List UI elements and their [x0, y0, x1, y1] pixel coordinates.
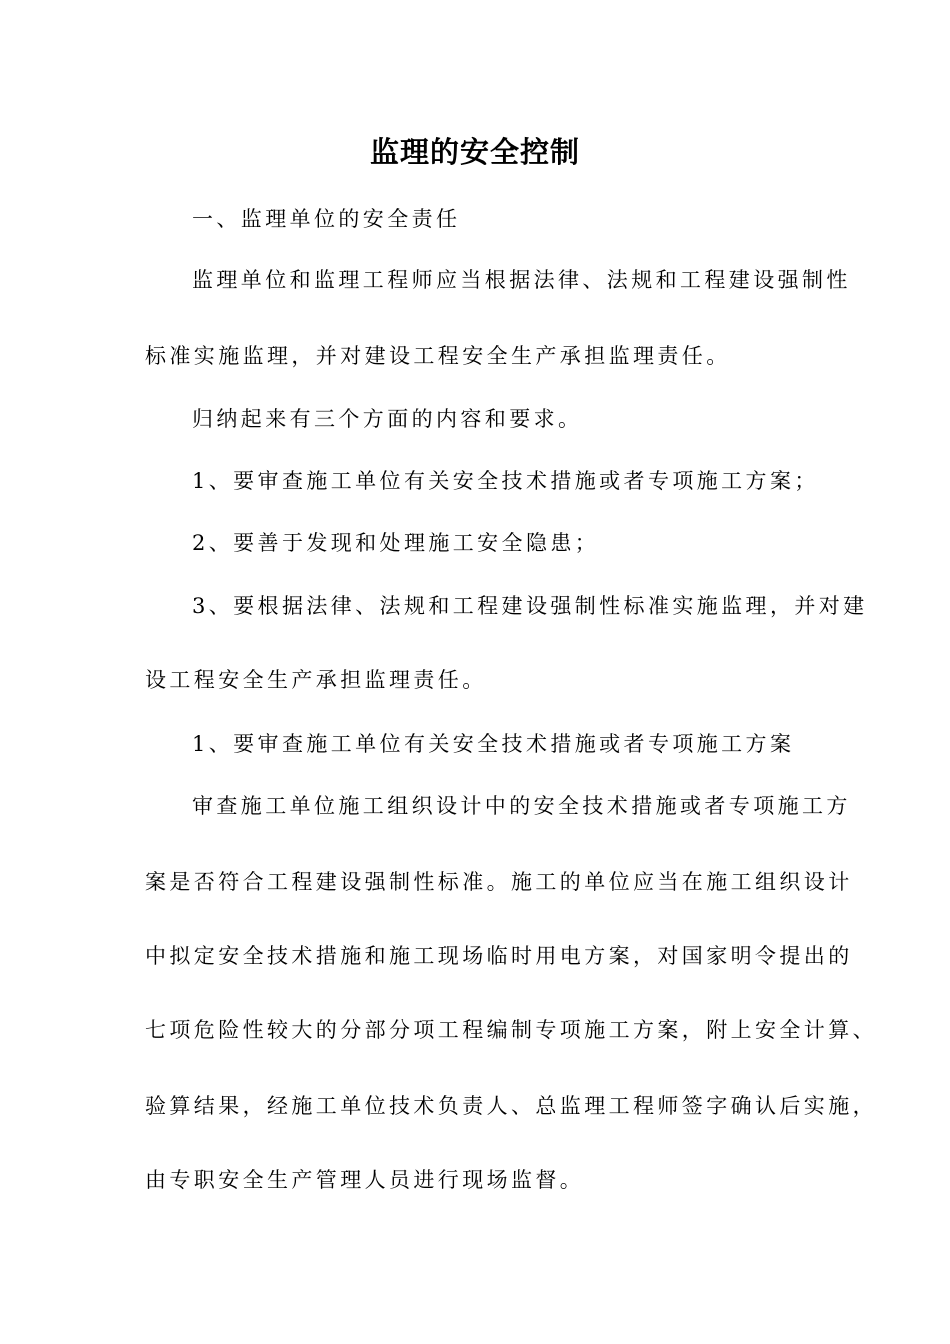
paragraph-line: 归纳起来有三个方面的内容和要求。	[192, 407, 583, 431]
paragraph-line: 监理单位和监理工程师应当根据法律、法规和工程建设强制性	[192, 268, 851, 292]
list-item: 2、要善于发现和处理施工安全隐患；	[192, 531, 600, 555]
paragraph-line: 审查施工单位施工组织设计中的安全技术措施或者专项施工方	[192, 794, 851, 818]
paragraph-line: 案是否符合工程建设强制性标准。施工的单位应当在施工组织设计	[145, 870, 853, 894]
paragraph-line: 由专职安全生产管理人员进行现场监督。	[145, 1168, 585, 1192]
list-item: 3、要根据法律、法规和工程建设强制性标准实施监理，并对建	[192, 594, 868, 618]
paragraph-line: 标准实施监理，并对建设工程安全生产承担监理责任。	[145, 344, 731, 368]
paragraph-line: 七项危险性较大的分部分项工程编制专项施工方案，附上安全计算、	[145, 1018, 877, 1042]
document-title: 监理的安全控制	[369, 135, 580, 169]
subsection-heading: 1、要审查施工单位有关安全技术措施或者专项施工方案	[192, 732, 795, 756]
list-item-continuation: 设工程安全生产承担监理责任。	[145, 668, 487, 692]
list-item: 1、要审查施工单位有关安全技术措施或者专项施工方案；	[192, 469, 819, 493]
paragraph-line: 验算结果，经施工单位技术负责人、总监理工程师签字确认后实施，	[145, 1094, 877, 1118]
section-heading: 一、监理单位的安全责任	[192, 207, 461, 231]
paragraph-line: 中拟定安全技术措施和施工现场临时用电方案，对国家明令提出的	[145, 944, 853, 968]
